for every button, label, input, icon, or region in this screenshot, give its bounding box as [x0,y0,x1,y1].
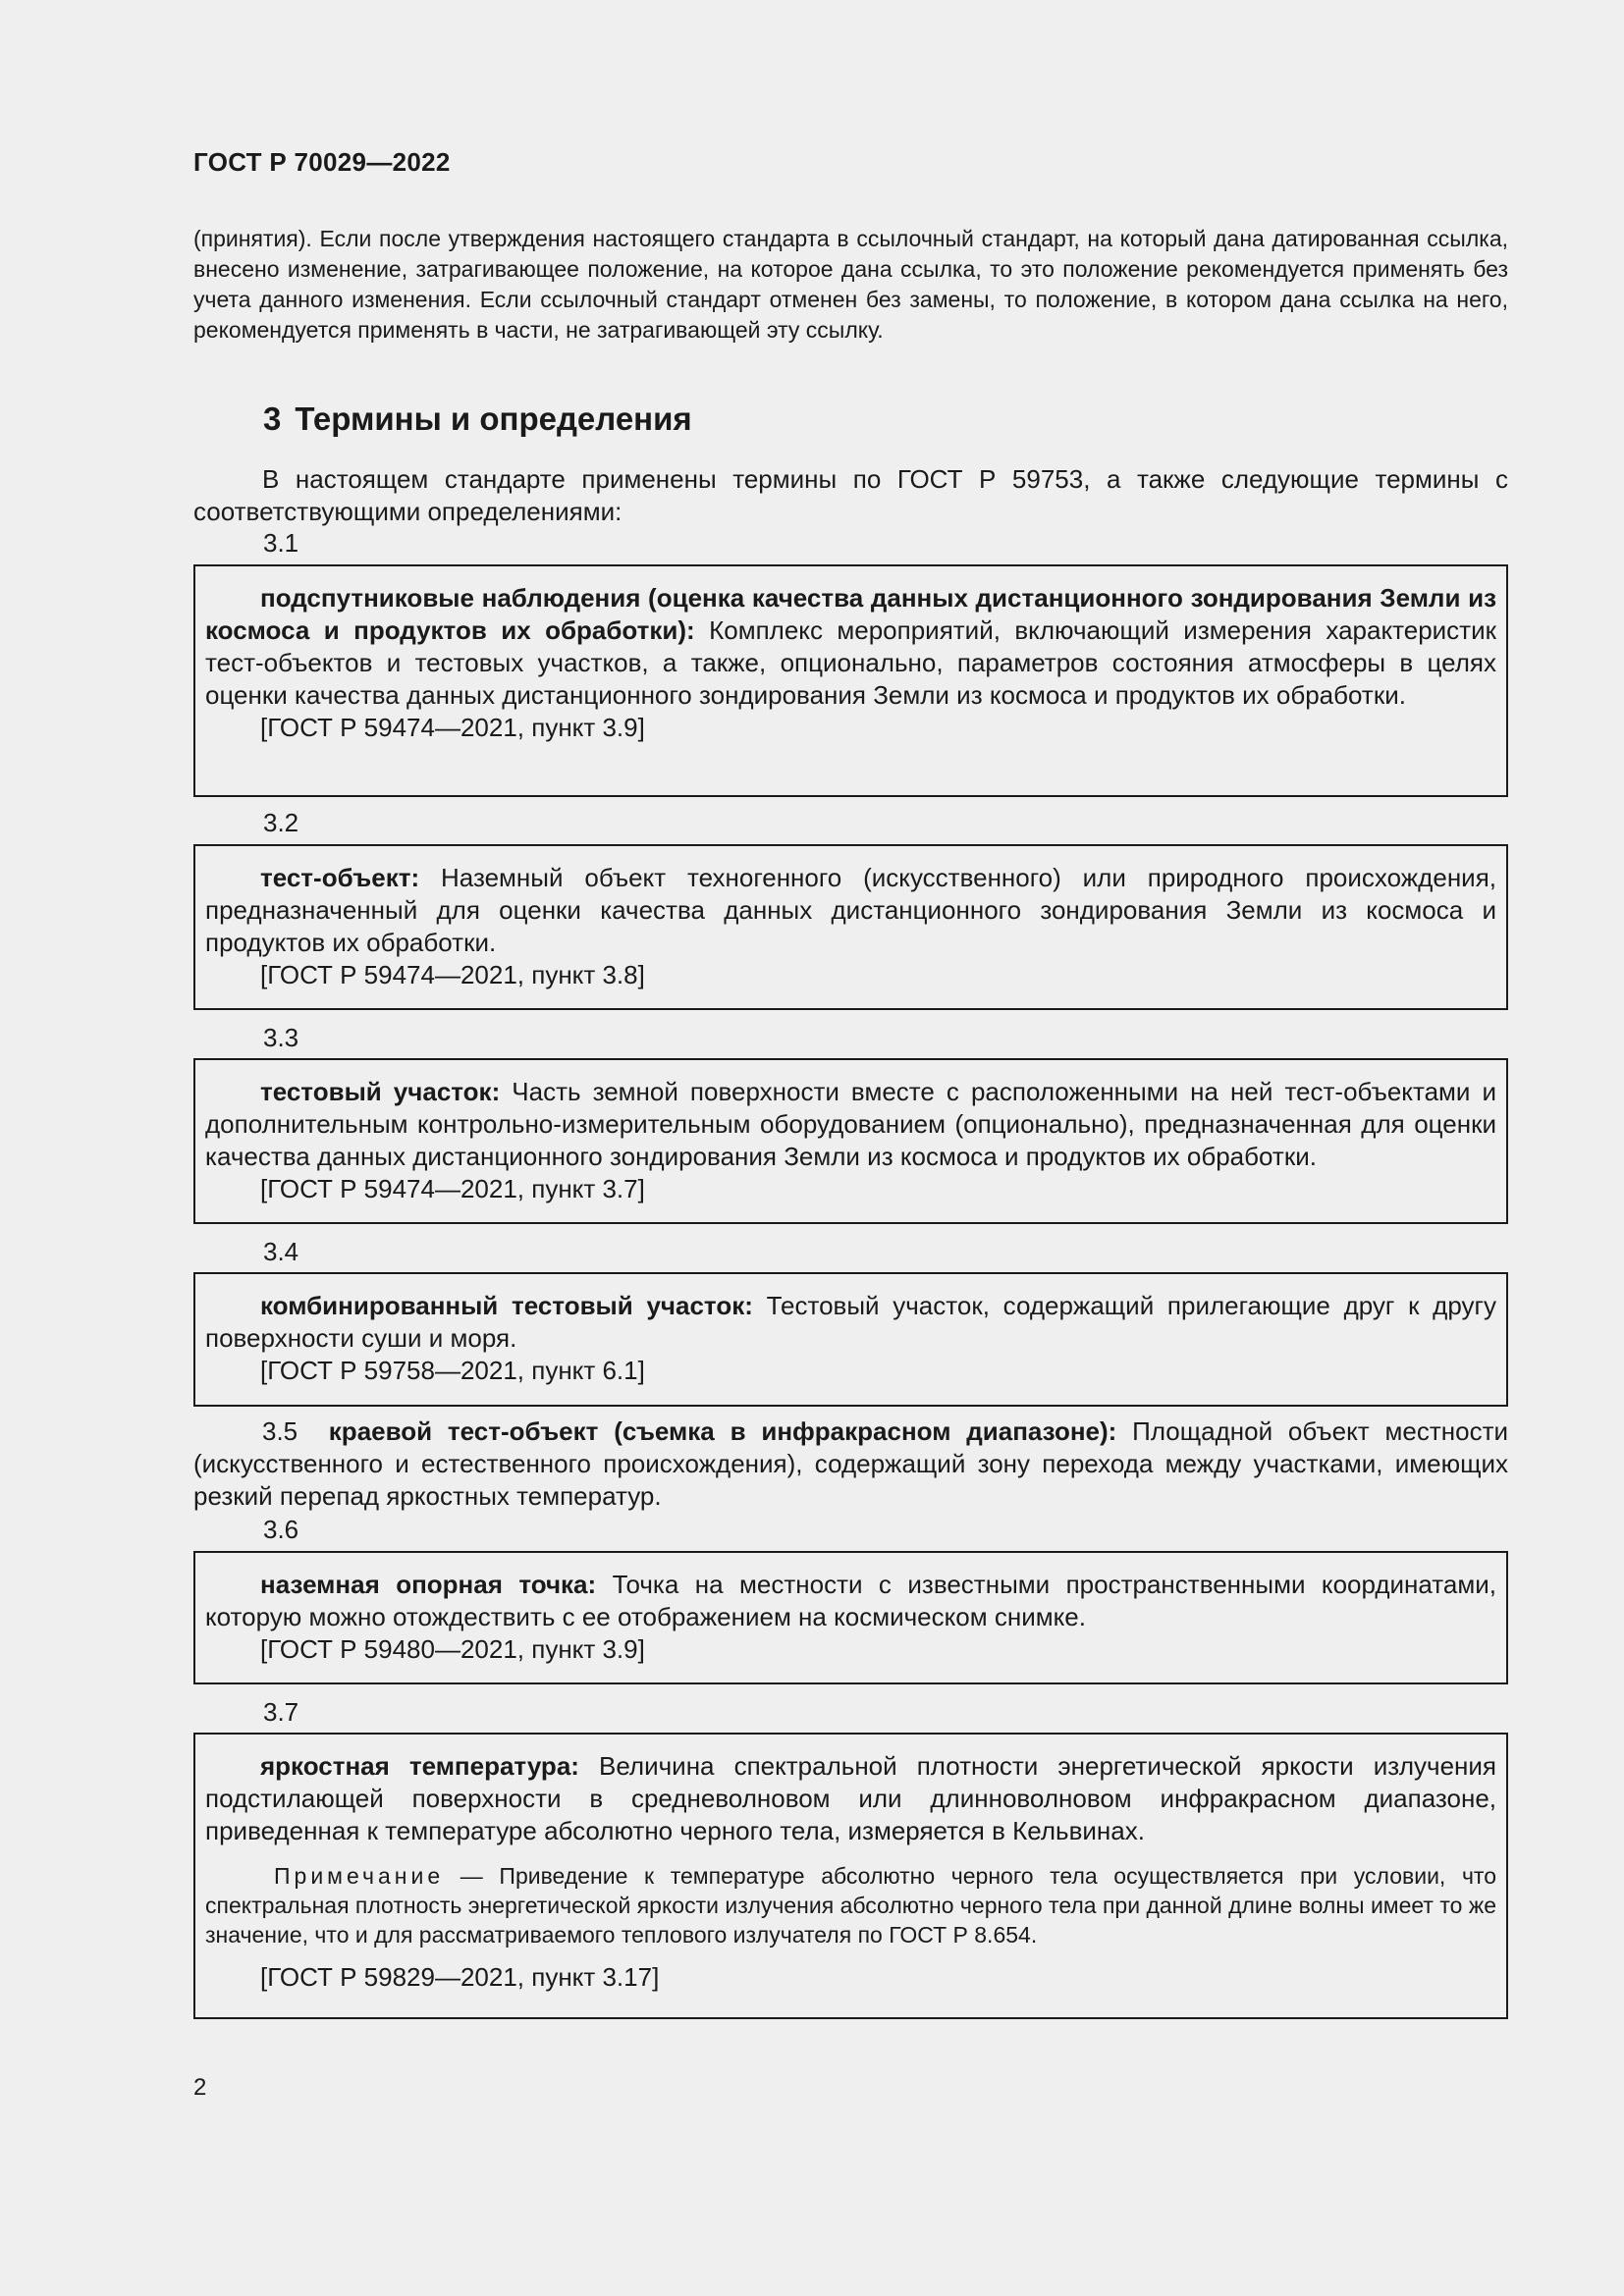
term-box-3-1 [193,564,1508,797]
term-number-3-6: 3.6 [263,1515,299,1544]
term-definition: Точка на местности с известными пространственными координатами, которую можно отождествить с ее отображением на космическом снимке. [205,1570,1497,1631]
term-paragraph [205,1076,1496,1173]
term-title: комбинированный тестовый участок: [260,1291,753,1320]
term-paragraph [205,1290,1496,1355]
intro-paragraph: (принятия). Если после утверждения настоящего стандарта в ссылочный стандарт, на который дана датированная ссылка, внесено изменение, затрагивающее положение, на которое дана ссылка, то это положение рекомендуется применять без учета данного изменения. Если ссылочный стандарт отменен без замены, то положение, в котором дана ссылка на него, рекомендуется применять в части, не затрагивающей эту ссылку. [193,226,1508,343]
term-number-3-4: 3.4 [263,1237,299,1266]
term-number-3-1: 3.1 [263,528,299,558]
term-title: яркостная температура: [260,1751,579,1781]
term-definition: Комплекс мероприятий, включающий измерения характеристик тест-объектов и тестовых участков, а также, опционально, параметров состояния атмосферы в целях оценки качества данных дистанционного зондирования Земли из космоса и продуктов их обработки. [205,615,1496,710]
term-title: тестовый участок: [260,1077,501,1106]
term-box-3-7 [193,1733,1508,2019]
term-title: тест-объект: [260,863,420,892]
term-paragraph [205,1569,1496,1633]
section-title [263,400,692,438]
note-text: — Приведение к температуре абсолютно черного тела осуществляется при условии, что спектральная плотность энергетической яркости излучения абсолютно черного тела при данной длине волны имеет то же значение, что и для рассматриваемого теплового излучателя по ГОСТ Р 8.654. [205,1863,1496,1948]
section-number: 3 [263,400,282,437]
term-title: краевой тест-объект (съемка в инфракрасном диапазоне): [328,1416,1117,1446]
term-title: подспутниковые наблюдения (оценка качества данных дистанционного зондирования Земли из космоса и продуктов их обработки): [205,583,1496,645]
term-box-3-3 [193,1058,1508,1224]
section-title-text: Термины и определения [295,400,692,437]
term-box-3-4 [193,1272,1508,1407]
term-number-3-5: 3.5 [262,1416,298,1446]
term-paragraph [205,1750,1496,1847]
term-paragraph [205,582,1496,712]
term-reference: [ГОСТ Р 59758—2021, пункт 6.1] [260,1356,645,1385]
term-note [205,1861,1496,1949]
term-definition: Часть земной поверхности вместе с расположенными на ней тест-объектами и дополнительным контрольно-измерительным оборудованием (опционально), предназначенная для оценки качества данных дистанционного зондирования Земли из космоса и продуктов их обработки. [205,1077,1496,1171]
term-box-3-2 [193,844,1508,1010]
term-reference: [ГОСТ Р 59480—2021, пункт 3.9] [260,1634,645,1664]
page-number: 2 [193,2074,207,2101]
document-header: ГОСТ Р 70029—2022 [193,147,451,177]
section-lead: В настоящем стандарте применены термины по ГОСТ Р 59753, а также следующие термины с соответствующими определениями: [193,464,1508,526]
term-definition: Площадной объект местности (искусственного и естественного происхождения), содержащий зону перехода между участками, имеющих резкий перепад яркостных температур. [193,1416,1509,1511]
term-reference: [ГОСТ Р 59829—2021, пункт 3.17] [260,1962,660,1992]
term-reference: [ГОСТ Р 59474—2021, пункт 3.7] [260,1174,645,1203]
note-label: Примечание [274,1863,445,1889]
term-number-3-2: 3.2 [263,808,299,837]
term-reference: [ГОСТ Р 59474—2021, пункт 3.8] [260,960,645,989]
term-reference: [ГОСТ Р 59474—2021, пункт 3.9] [260,713,645,742]
term-definition: Величина спектральной плотности энергетической яркости излучения подстилающей поверхности в средневолновом или длинноволновом инфракрасном диапазоне, приведенная к температуре абсолютно черного тела, измеряется в Кельвинах. [205,1751,1496,1845]
term-title: наземная опорная точка: [260,1570,597,1599]
term-number-3-7: 3.7 [263,1697,299,1727]
term-definition: Тестовый участок, содержащий прилегающие друг к другу поверхности суши и моря. [205,1291,1496,1353]
term-paragraph-3-5 [193,1415,1508,1513]
term-paragraph [205,862,1496,959]
term-definition: Наземный объект техногенного (искусственного) или природного происхождения, предназначенный для оценки качества данных дистанционного зондирования Земли из космоса и продуктов их обработки. [205,863,1496,957]
term-number-3-3: 3.3 [263,1023,299,1052]
term-box-3-6 [193,1551,1508,1684]
